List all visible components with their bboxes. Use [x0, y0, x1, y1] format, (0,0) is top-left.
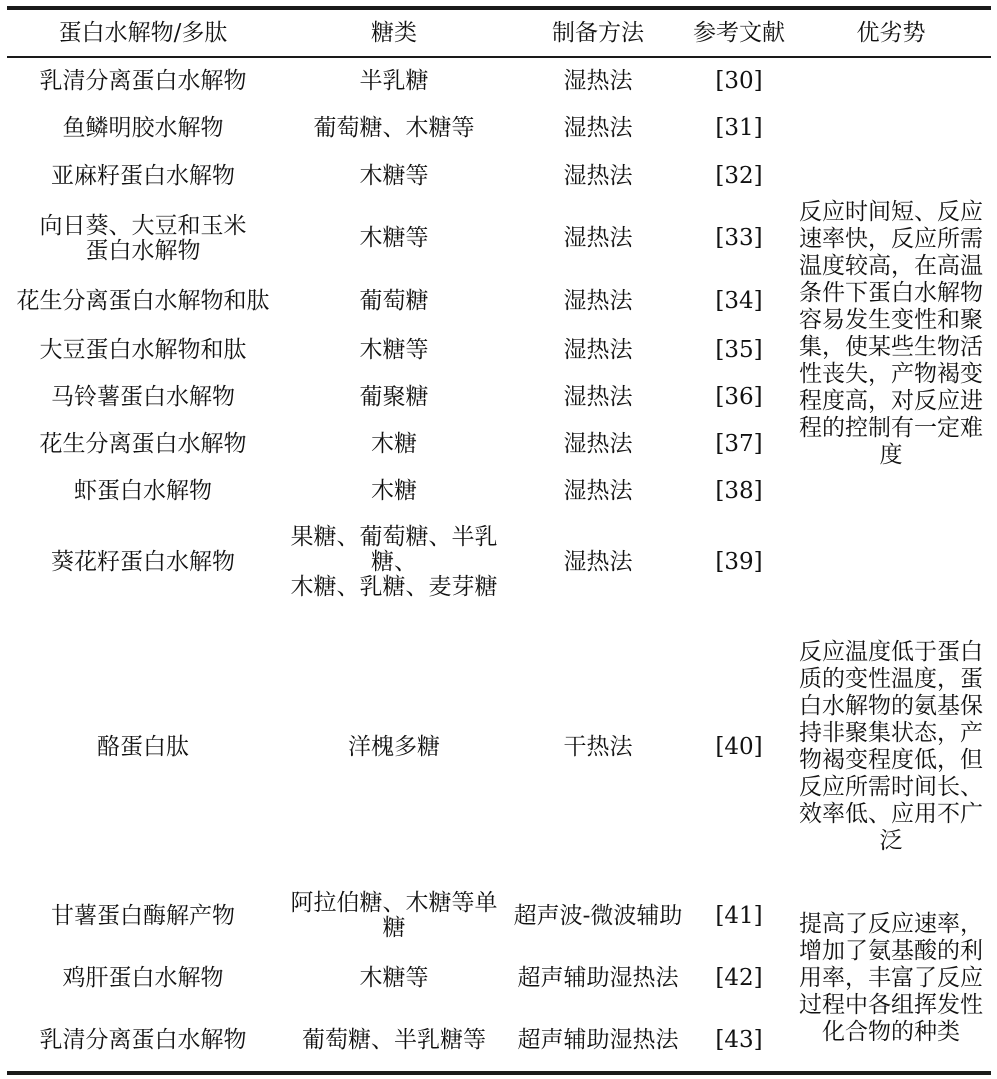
- table-bottom-rule: [7, 1071, 991, 1075]
- method-cell: 湿热法: [563, 114, 633, 141]
- protein-cell: 甘薯蛋白酶解产物: [51, 902, 235, 929]
- header-protein: 蛋白水解物/多肽: [7, 10, 279, 57]
- reference-cell: [41]: [715, 902, 763, 929]
- method-cell: 湿热法: [563, 431, 633, 457]
- protein-cell: 鱼鳞明胶水解物: [62, 114, 224, 141]
- method-cell: 超声辅助湿热法: [517, 964, 679, 991]
- reference-cell: [31]: [715, 114, 763, 141]
- merit-cell: 提高了反应速率，增加了氨基酸的利用率，丰富了反应过程中各组挥发性化合物的种类: [799, 910, 983, 1045]
- table-row: [7, 609, 991, 885]
- protein-cell: 虾蛋白水解物: [74, 478, 212, 504]
- sugar-cell: 阿拉伯糖、木糖等单糖: [290, 890, 498, 941]
- method-cell: 湿热法: [563, 548, 633, 575]
- merit-cell: 反应温度低于蛋白质的变性温度，蛋白水解物的氨基保持非聚集状态，产物褐变程度低，但反应所需时间长、效率低、应用不广泛: [799, 639, 983, 854]
- protein-cell: 乳清分离蛋白水解物: [39, 1026, 247, 1053]
- method-cell: 湿热法: [563, 162, 633, 189]
- sugar-cell: 葡聚糖: [359, 384, 429, 410]
- method-cell: 湿热法: [563, 336, 633, 363]
- method-cell: 湿热法: [563, 225, 633, 251]
- table-container: [7, 6, 991, 1075]
- protein-cell: 马铃薯蛋白水解物: [51, 384, 235, 410]
- reference-cell: [33]: [715, 225, 763, 251]
- sugar-cell: 半乳糖: [359, 67, 429, 94]
- protein-cell: 乳清分离蛋白水解物: [39, 67, 247, 94]
- sugar-cell: 木糖等: [359, 225, 429, 251]
- method-cell: 干热法: [563, 733, 633, 760]
- reference-cell: [38]: [715, 478, 763, 504]
- method-cell: 湿热法: [563, 288, 633, 314]
- header-sugar: 糖类: [279, 10, 509, 57]
- protein-cell: 葵花籽蛋白水解物: [51, 548, 235, 575]
- protein-cell: 向日葵、大豆和玉米 蛋白水解物: [39, 212, 247, 264]
- protein-cell: 鸡肝蛋白水解物: [62, 964, 224, 991]
- sugar-cell: 木糖: [371, 431, 417, 457]
- reference-cell: [39]: [715, 548, 763, 575]
- sugar-cell: 木糖: [371, 478, 417, 504]
- method-cell: 超声辅助湿热法: [517, 1026, 679, 1053]
- header-reference: 参考文献: [687, 10, 791, 57]
- protein-cell: 花生分离蛋白水解物: [39, 431, 247, 457]
- sugar-cell: 木糖等: [359, 336, 429, 363]
- reference-cell: [35]: [715, 336, 763, 363]
- method-cell: 湿热法: [563, 384, 633, 410]
- sugar-cell: 葡萄糖: [359, 288, 429, 314]
- reference-cell: [42]: [715, 964, 763, 991]
- method-cell: 超声波-微波辅助: [513, 902, 683, 929]
- table-body: [7, 57, 991, 1071]
- sugar-cell: 葡萄糖、木糖等: [313, 114, 475, 141]
- table-row: [7, 57, 991, 104]
- sugar-cell: 葡萄糖、半乳糖等: [302, 1026, 486, 1053]
- sugar-cell: 木糖等: [359, 162, 429, 189]
- header-row: [7, 10, 991, 57]
- method-cell: 湿热法: [563, 478, 633, 504]
- table-row: [7, 885, 991, 947]
- sugar-cell: 果糖、葡萄糖、半乳糖、 木糖、乳糖、麦芽糖: [290, 523, 498, 600]
- reference-cell: [40]: [715, 733, 763, 760]
- merit-cell: 反应时间短、反应速率快，反应所需温度较高，在高温条件下蛋白水解物容易发生变性和聚集，使某些生物活性丧失，产物褐变程度高，对反应进程的控制有一定难度: [799, 198, 983, 468]
- reference-cell: [37]: [715, 431, 763, 457]
- protein-cell: 花生分离蛋白水解物和肽: [16, 288, 270, 314]
- sugar-cell: 木糖等: [359, 964, 429, 991]
- reference-cell: [36]: [715, 384, 763, 410]
- header-method: 制备方法: [509, 10, 687, 57]
- reference-cell: [32]: [715, 162, 763, 189]
- reference-cell: [43]: [715, 1026, 763, 1053]
- protein-cell: 酪蛋白肽: [97, 733, 189, 760]
- sugar-cell: 洋槐多糖: [348, 733, 440, 760]
- reference-cell: [34]: [715, 288, 763, 314]
- reference-cell: [30]: [715, 67, 763, 94]
- header-merits: 优劣势: [791, 10, 991, 57]
- protein-cell: 亚麻籽蛋白水解物: [51, 162, 235, 189]
- method-cell: 湿热法: [563, 67, 633, 94]
- protein-cell: 大豆蛋白水解物和肽: [39, 336, 247, 363]
- comparison-table: [7, 10, 991, 1071]
